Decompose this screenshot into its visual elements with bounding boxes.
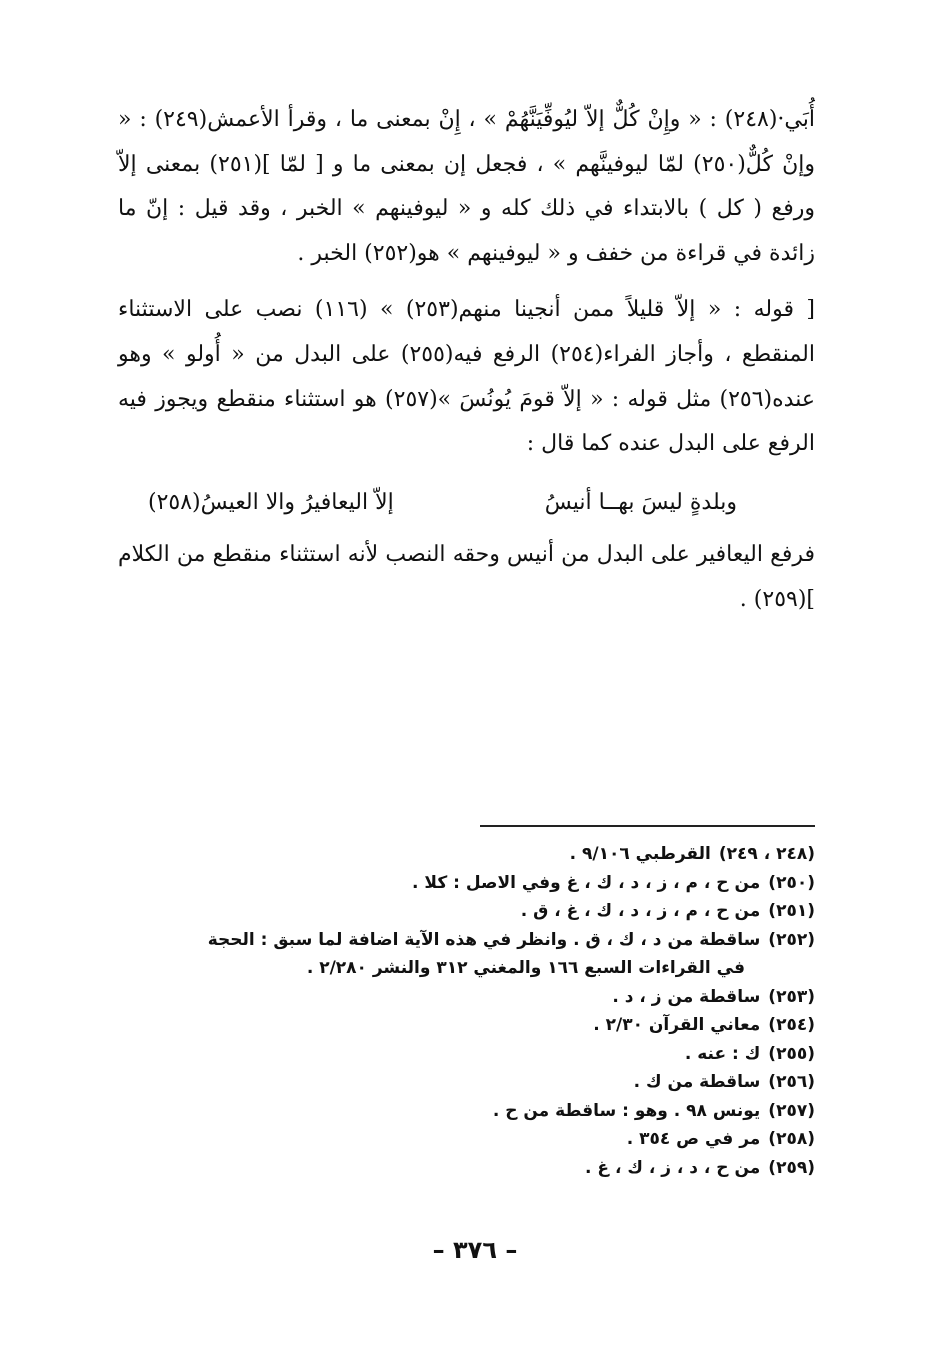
footnote-number: (٢٤٨ ، ٢٤٩) [718,844,815,864]
footnote-number: (٢٥١) [768,901,815,921]
footnote [118,926,815,955]
footnote-number: (٢٥٠) [768,872,815,893]
footnote-number: (٢٥٥) [768,1043,815,1064]
footnote-number: (٢٥٨) [768,1129,815,1149]
footnote-number: (٢٥٤) [768,1015,815,1035]
footnote [118,983,815,1012]
footnotes [118,840,815,1182]
footnote-text: معاني القرآن ٢/٣٠ . [593,1015,761,1035]
footnote-text: يونس ٩٨ . وهو : ساقطة من ح . [492,1100,761,1121]
paragraph-commentary-3: فرفع اليعافير على البدل من أنيس وحقه النصب لأنه استثناء منقطع من الكلام ](٢٥٩) . [118,542,815,612]
footnote-text: من ح ، م ، ز ، د ، ك ، غ ، ق . [520,901,761,921]
footnote [118,1097,815,1126]
footnote-number: (٢٥٢) [768,929,815,950]
footnote-text: ساقطة من ك . [633,1072,761,1092]
footnote [118,1011,815,1040]
footnote-text: من ح ، د ، ز ، ك ، غ . [585,1157,761,1178]
footnote-text: ك : عنه . [684,1043,761,1064]
footnote-text: في القراءات السبع ١٦٦ والمغني ٣١٢ والنشر ٢/٢٨٠ . [306,958,745,978]
page-number: – ٣٧٦ – [432,1236,518,1264]
footnote [118,1068,815,1097]
footnote-number: (٢٥٦) [768,1072,815,1092]
main-text [118,98,815,623]
footnote-text: ساقطة من د ، ك ، ق . وانظر في هذه الآية اضافة لما سبق : الحجة [207,929,761,950]
footnote-text: القرطبي ٩/١٠٦ . [569,844,711,864]
footnote-text: ساقطة من ز ، د . [612,986,761,1007]
footnote-number: (٢٥٣) [768,986,815,1007]
footnote-continuation [118,954,815,983]
paragraph-commentary-2: [ قوله : « إلاّ قليلاً ممن أنجينا منهم(٢٥٣) » (١١٦) نصب على الاستثناء المنقطع ، وأجاز الفراء(٢٥٤) الرفع فيه(٢٥٥) على البدل من « أُولو » وهو عنده(٢٥٦) مثل قوله : « إلاّ قومَ يُونُسَ »(٢٥٧) هو استثناء منقطع ويجوز فيه الرفع على البدل عنده كما قال : [118,297,815,457]
footnote [118,840,815,869]
footnote [118,1125,815,1154]
poetry-verse [118,481,815,526]
footnote [118,1154,815,1183]
footnote [118,1040,815,1069]
footnote [118,897,815,926]
footnote-text: مر في ص ٣٥٤ . [626,1129,761,1149]
footnote-separator [480,825,815,827]
footnote-text: من ح ، م ، ز ، د ، ك ، غ وفي الاصل : كلا . [412,872,761,893]
verse-second-hemistich: إلاّ اليعافيرُ والا العيسُ(٢٥٨) [148,489,394,515]
verse-first-hemistich: وبلدةٍ ليسَ بهــا أنيسُ [544,489,737,515]
footnote-number: (٢٥٧) [768,1100,815,1121]
footnote-number: (٢٥٩) [768,1157,815,1178]
paragraph-commentary-1: أُبَي·(٢٤٨) : « وإِنْ كُلٌّ إلاّ ليُوفِّيَنَّهُمْ » ، إِنْ بمعنى ما ، وقرأ الأعمش(٢٤٩) : « وإنْ كُلٌّ(٢٥٠) لمّا ليوفينَّهم » ، فجعل إن بمعنى ما و [ لمّا ](٢٥١) بمعنى إلاّ ورفع ( كل ) بالابتداء في ذلك كله و « ليوفينهم » الخبر ، وقد قيل : إنّ ما زائدة في قراءة من خفف و « ليوفينهم » هو(٢٥٢) الخبر . [118,107,815,266]
footnote [118,869,815,898]
